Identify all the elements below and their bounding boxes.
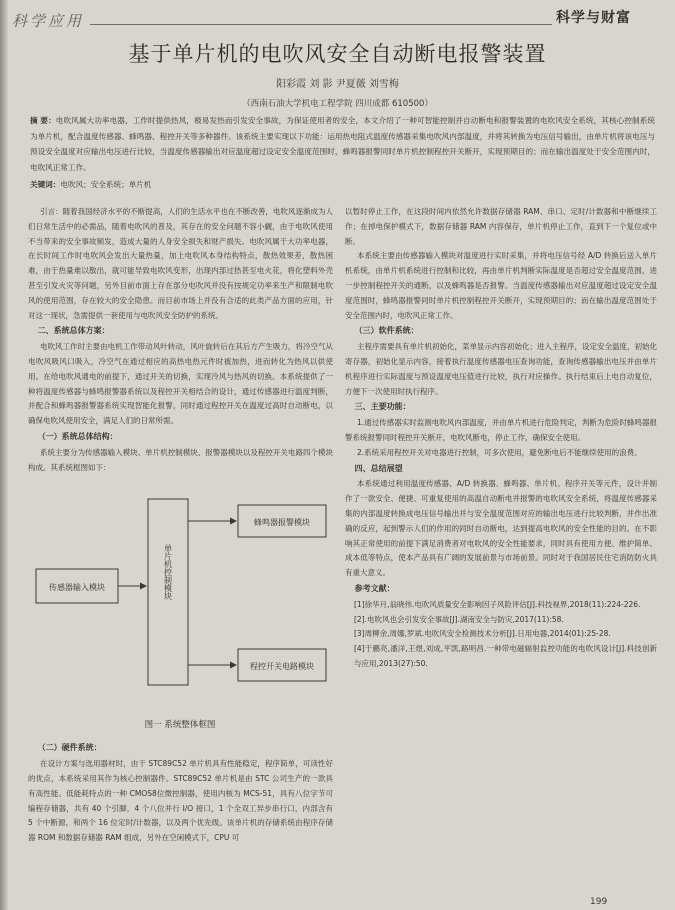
subsection-3-text: 主程序需要具有单片机初始化，菜单显示内容初始化；进入主程序，设定安全温度，初始化寄存器，初始化显示内容，接着执行温度传感器电压查询功能，查询传感器输出电压并由单片机程序进行实际温度与预设温度电压值进行比较，执行对应操作。执行结束后上电自动复位，方便下一次使用时执行程序。 — [345, 342, 657, 396]
page-number: 199 — [590, 897, 608, 907]
abstract-text: 电吹风属大功率电器，工作时提供热风，极易发热而引发安全事故，为保证使用者的安全，本文介绍了一种可智能控制并自动断电和报警装置的电吹风安全系统，其核心控制系统为单片机，配合温度传感器、蜂鸣器、程控开关等多种器件。该系统主要实现以下功能：运用热电阻式温度传感器采集电吹风内部温度，并将其转换为电压信号输出，由单片机将该电压与预设安全温度对应输出电压进行比较，当温度传感器输出对应温度超过设定安全温度范围时，蜂鸣器报警同时单片机控制程控开关断开，实现预期目的；而在输出温度处于安全范围内时，电吹风正常工作。 — [30, 116, 655, 172]
abstract — [30, 113, 655, 175]
subsection-1-text: 系统主要分为传感器输入模块、单片机控制模块、报警器模块以及程控开关电路四个模块构成。其系统框图如下： — [28, 447, 333, 472]
buzzer-module-label: 蜂鸣器报警模块 — [254, 518, 310, 528]
section-4-title: 四、总结展望 — [354, 463, 403, 473]
system-block-diagram — [28, 477, 333, 739]
switch-module-label: 程控开关电路模块 — [250, 662, 314, 672]
function-2: 2.系统采用程控开关对电器进行控制，可多次使用，避免断电后不能继续使用的浪费。 — [357, 447, 642, 457]
references-title: 参考文献： — [354, 583, 395, 593]
subsection-2-text: 在设计方案与选用器材时，由于 STC89C52 单片机具有性能稳定，程序简单，可读性好的优点，本系统采用其作为核心控制器件。STC89C52 单片机是由 STC 公司生产的一款具有高性能、低能耗特点的一种 CMOS8位微控制器，使用内核为 MCS-51，具有八位字节可编程存储器，共有 40 个引脚，4 个八位并行 I/O 接口，1 个全双工异步串行口，内部含有 5 个中断源，和两个 16 位定时/计数器，以及两个优先级。该单片机的存储系统由程序存储器 ROM 和数据存储器 RAM 组成，另外在空闲模式下，CPU 可 — [28, 759, 333, 843]
system-description-paragraph: 本系统主要由传感器输入模块对温度进行实时采集，并将电压信号经 A/D 转换后送入单片机系统，由单片机系统进行控制和比较，再由单片机判断实际温度是否超过安全温度范围，进一步控制程控开关的通断，以及蜂鸣器是否报警。当温度传感器输出对应温度超过设定安全温度范围时，蜂鸣器报警同时单片机控制程控开关断开，实现预期目的；而在输出温度范围处于安全范围内时，电吹风正常工作。 — [345, 251, 657, 320]
references-list — [345, 598, 657, 672]
authors: 阳彩霞 刘 影 尹夏薇 刘雪梅 — [276, 79, 399, 90]
abstract-label: 摘 要： — [30, 116, 56, 125]
section-label: 科学应用 — [12, 12, 85, 30]
subsection-3-title: （三）软件系统： — [354, 326, 419, 336]
reference-item: [3]周柳余,周娜,罗斌.电吹风安全检测技术分析[J].日用电器,2014(01):25-28. — [354, 629, 611, 639]
reference-item: [1]徐华月,翁晓伟.电吹风质量安全影响因子风险评估[J].科技视界,2018(11):224-226. — [354, 599, 641, 609]
left-column — [28, 205, 333, 846]
header-rule — [90, 24, 552, 25]
right-column — [345, 205, 657, 672]
reference-item: [4]于鹏亮,潘洋,王煜,刘成,平凯,路明昌.一种带电磁辐射监控功能的电吹风设计[J].科技创新与应用,2013(27):50. — [354, 644, 657, 668]
section-4-text: 本系统通过利用温度传感器、A/D 转换器、蜂鸣器、单片机、程序开关等元件，设计并制作了一款安全、便捷、可重复使用的高温自动断电并报警的电吹风安全系统，将温度传感器采集的内部温度转换成电压信号输出并与安全温度范围对应的输出电压进行比较判断，并作出准确的反应，起到警示人们的作用的同时自动断电，达到提高电吹风的安全性能的目的。在不影响其正常使用的前提下满足消费者对电吹风的安全性能要求，同时具有使用方便、维护简单、成本低等特点，使本产品具有广阔的发展前景与市场前景。同时对于我国居民住宅消防防火具有重大意义。 — [345, 479, 657, 578]
keywords-text: 电吹风；安全系统；单片机 — [60, 180, 152, 189]
keywords-label: 关键词： — [30, 180, 61, 189]
mcu-module-label: 单片机控制模块 — [163, 544, 173, 601]
intro-paragraph: 引言：随着我国经济水平的不断提高，人们的生活水平也在不断改善，电吹风逐渐成为人们日常生活中的必需品，随着电吹风的普及，其存在的安全问题不容小觑，由于电吹风使用不当带来的安全事故频发，造成大量的人身安全损失和财产损失。电吹风属于大功率电器，在长时间工作时电吹风会发出大量热量，加上电吹风本身结构特点，散热效果差，散热困难，由于热量难以散出，就可能导致电吹风变形，出现内部过热甚至电火花，将化塑料外壳甚至引发火灾等问题，另外目前市面上存在部分电吹风并没有按规定功率来生产和限制电吹风的使用范围，存在较大的安全隐患。而目前市场上并没有合适的此类产品方面的应用，针对这一现状，急需提供一套使用与电吹风安全防护的系统。 — [28, 207, 333, 320]
affiliation: （西南石油大学机电工程学院 四川成都 610500） — [242, 99, 433, 109]
reference-item: [2].电吹风也会引发安全事故[J].湖南安全与防灾,2017(11):58. — [354, 614, 564, 624]
function-1: 1.通过传感器实时监测电吹风内部温度，并由单片机进行危险判定，判断为危险时蜂鸣器报警系统报警同时程控开关断开，电吹风断电，停止工作，确保安全使用。 — [345, 418, 657, 442]
block-diagram-svg — [28, 477, 333, 739]
subsection-2-title: （二）硬件系统： — [37, 743, 102, 753]
continued-text: 以暂时停止工作，在这段时间内依然允许数据存储器 RAM、串口、定时/计数器和中断继续工作；在掉电保护模式下，数据存储器 RAM 内容保存，单片机停止工作，直到下一个复位或中断。 — [345, 207, 657, 246]
paper-title: 基于单片机的电吹风安全自动断电报警装置 — [128, 42, 547, 66]
magazine-name: 科学与财富 — [556, 10, 631, 26]
figure-caption: 图一 系统整体框图 — [144, 720, 216, 731]
sensor-module-label: 传感器输入模块 — [49, 583, 105, 593]
section-3-title: 三、主要功能： — [354, 402, 411, 412]
binding-shadow — [0, 0, 8, 910]
keywords — [30, 179, 630, 190]
section-2-title: 二、系统总体方案： — [37, 326, 110, 336]
section-2-text: 电吹风工作时主要由电机工作带动风叶转动，风叶旋转后在其后方产生吸力，将冷空气从电吹风吸风口吸入，冷空气在通过相应的高热电热元件时被加热，进而转化为热风以供使用。在给电吹风通电的前提下，通过开关的切换，实现冷风与热风的切换。本系统提供了一种将温度传感器与蜂鸣报警器系统以及程控开关相结合的设计，通过传感器进行温度判断，并配合和蜂鸣器报警器系统实现智能化报警，同时通过程控开关在温度过高时自动断电，以确保电吹风使用安全，满足人们的日常所需。 — [28, 342, 333, 426]
subsection-1-title: （一）系统总体结构： — [37, 431, 118, 441]
